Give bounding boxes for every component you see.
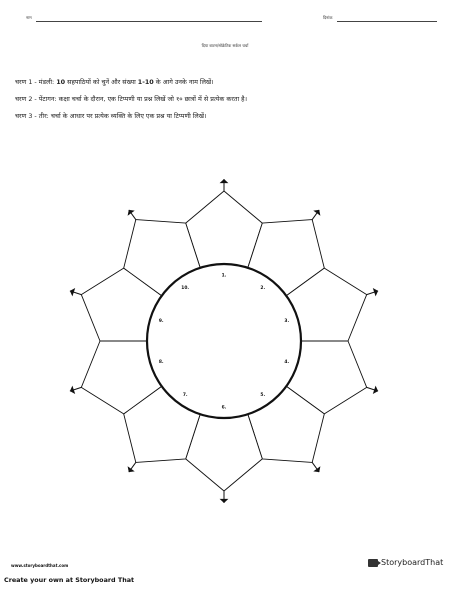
step-1: चरण 1 - मंडली: 10 सहपाठियों को चुनें और संख्या 1-10 के आगे उनके नाम लिखें।: [15, 78, 214, 86]
step-2: चरण 2 - पेंटागन: कक्षा चर्चा के दौरान, एक टिप्पणी या प्रश्न लिखें जो १० छात्रों में से प्रत्येक करता है।: [15, 95, 247, 103]
pentagon-1[interactable]: [186, 191, 263, 268]
circle-slot-label-2: 2.: [260, 286, 266, 292]
arrow-head-icon-6: [220, 499, 229, 503]
site-url: www.storyboardthat.com: [11, 563, 69, 568]
circle-slot-label-6: 6.: [221, 405, 227, 411]
arrow-head-icon-1: [220, 179, 229, 183]
circle-slot-label-4: 4.: [284, 360, 290, 365]
footer-cta[interactable]: Create your own at Storyboard That: [4, 576, 135, 584]
footer-bar: [0, 573, 450, 589]
brand-name: StoryboardThat: [381, 558, 444, 567]
circle-slot-label-5: 5.: [260, 393, 266, 398]
name-label: नाम: [26, 15, 32, 20]
brand-logo: [368, 558, 443, 567]
step-3: चरण 3 - तीर: चर्चा के आधार पर प्रत्येक व्यक्ति के लिए एक प्रश्न या टिप्पणी लिखें।: [15, 112, 207, 120]
arrow-head-icon-10: [128, 210, 135, 216]
arrow-head-icon-5: [313, 466, 320, 472]
circle-slot-label-7: 7.: [182, 393, 188, 398]
circle-slot-label-10: 10.: [181, 286, 190, 292]
circle-slot-label-1: 1.: [221, 273, 227, 279]
date-label: दिनांक: [323, 15, 333, 20]
circle-slot-label-3: 3.: [284, 319, 290, 325]
center-circle[interactable]: [147, 264, 301, 418]
circle-slot-label-9: 9.: [158, 319, 164, 325]
arrow-head-icon-2: [313, 210, 320, 216]
storyboard-logo-icon: [368, 559, 378, 567]
arrow-head-icon-7: [128, 466, 135, 472]
worksheet-subtitle: दिया बाटन/सोक्रेटिक सर्कल चर्चा: [201, 43, 249, 48]
pentagon-6[interactable]: [186, 414, 263, 491]
circle-slot-label-8: 8.: [158, 360, 164, 365]
